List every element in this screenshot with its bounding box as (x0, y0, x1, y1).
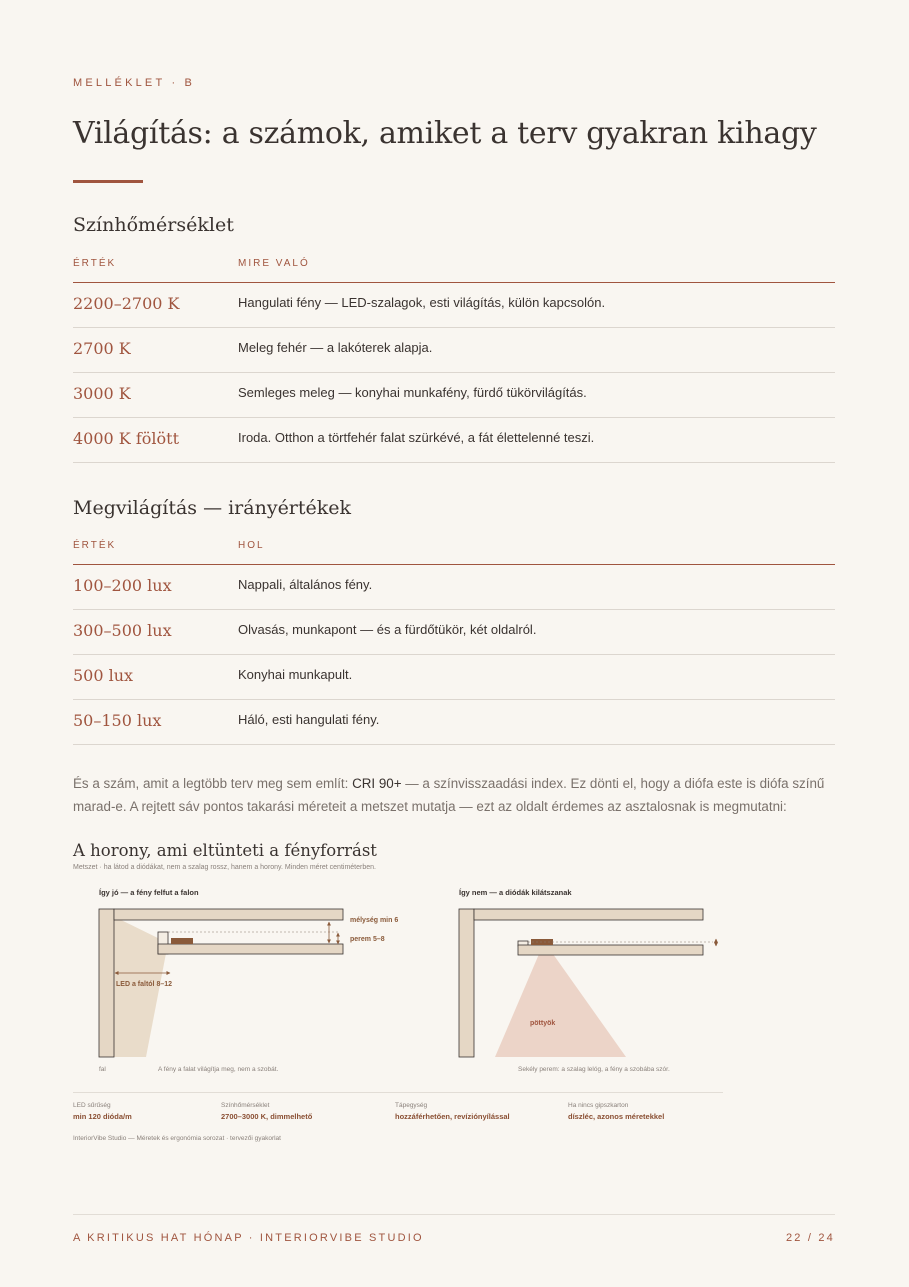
row-value: 500 lux (73, 666, 134, 685)
wall-label: fal (99, 1066, 106, 1073)
specs-divider (73, 1092, 723, 1093)
table-row (73, 418, 835, 463)
table-header (73, 256, 835, 283)
row-description: Háló, esti hangulati fény. (238, 712, 380, 727)
led-distance-label: LED a faltól 8–12 (116, 981, 173, 988)
row-description: Konyhai munkapult. (238, 667, 353, 682)
cove-section-diagram (73, 878, 753, 1078)
cove-shelf (518, 945, 703, 955)
depth-label: mélység min 6 (350, 917, 399, 924)
page-title: Világítás: a számok, amiket a terv gyakran kihagy (73, 116, 817, 151)
paragraph-lead: És a szám, amit a legtöbb terv meg sem említ: (73, 776, 353, 791)
room-glare-cone (495, 954, 626, 1057)
good-caption: A fény a falat világítja meg, nem a szobát. (158, 1066, 279, 1073)
spec-label: Színhőmérséklet (221, 1102, 270, 1109)
table-row (73, 283, 835, 328)
good-panel-heading: Így jó — a fény felfut a falon (99, 888, 199, 897)
cri-value: CRI 90+ (352, 776, 402, 791)
row-description: Iroda. Otthon a törtfehér falat szürkévé, a fát élettelenné teszi. (238, 430, 595, 445)
spec-item (73, 1102, 132, 1121)
cri-paragraph (73, 773, 843, 818)
illuminance-table (73, 538, 835, 745)
title-accent-rule (73, 180, 143, 183)
row-value: 4000 K fölött (73, 429, 180, 448)
paragraph-rest: — a színvisszaadási index. Ez dönti el, hogy a diófa este is diófa színű marad-e. A rejtett sáv pontos takarási méreteit a metszet mutatja — ezt az oldalt érdemes az asztalosnak is megmutatni: (73, 776, 825, 814)
ceiling-slab (114, 909, 343, 920)
wall-section (99, 909, 114, 1057)
column-header-where: HOL (238, 540, 265, 551)
table-header (73, 538, 835, 565)
row-value: 3000 K (73, 384, 131, 403)
row-description: Nappali, általános fény. (238, 577, 373, 592)
spec-item (568, 1102, 664, 1121)
row-description: Olvasás, munkapont — és a fürdőtükör, két oldalról. (238, 622, 537, 637)
spec-value: díszléc, azonos méretekkel (568, 1112, 665, 1121)
row-description: Semleges meleg — konyhai munkafény, fürdő tükörvilágítás. (238, 385, 587, 400)
column-header-value: ÉRTÉK (73, 540, 117, 551)
page-number: 22 / 24 (785, 1232, 835, 1244)
figure-title: A horony, ami eltünteti a fényforrást (73, 841, 377, 860)
figure-credit: InteriorVibe Studio — Méretek és ergonómia sorozat · tervezői gyakorlat (73, 1135, 281, 1142)
footer-divider (73, 1214, 835, 1215)
ceiling-slab (474, 909, 703, 920)
color-temp-heading: Színhőmérséklet (73, 214, 234, 236)
cove-shelf (158, 944, 343, 954)
spec-label: LED sűrűség (73, 1102, 111, 1109)
led-strip (171, 938, 193, 944)
spec-item (395, 1102, 510, 1121)
row-description: Meleg fehér — a lakóterek alapja. (238, 340, 433, 355)
table-row (73, 700, 835, 745)
row-value: 100–200 lux (73, 576, 172, 595)
column-header-purpose: MIRE VALÓ (238, 258, 310, 269)
row-value: 2700 K (73, 339, 131, 358)
spec-label: Tápegység (395, 1102, 428, 1109)
table-row (73, 328, 835, 373)
row-value: 50–150 lux (73, 711, 162, 730)
row-value: 2200–2700 K (73, 294, 180, 313)
table-row (73, 565, 835, 610)
figure-subtitle: Metszet · ha látod a diódákat, nem a szalag rossz, hanem a horony. Minden méret centiméterben. (73, 864, 376, 871)
spec-value: min 120 dióda/m (73, 1112, 132, 1121)
lip-label: perem 5–8 (350, 936, 385, 943)
spots-label: pöttyök (530, 1020, 556, 1027)
column-header-value: ÉRTÉK (73, 258, 117, 269)
row-description: Hangulati fény — LED-szalagok, esti világítás, külön kapcsolón. (238, 295, 606, 310)
table-row (73, 373, 835, 418)
row-value: 300–500 lux (73, 621, 172, 640)
bad-panel-heading: Így nem — a diódák kilátszanak (459, 888, 572, 897)
section-eyebrow: MELLÉKLET · B (73, 77, 196, 89)
illuminance-heading: Megvilágítás — irányértékek (73, 497, 352, 519)
spec-item (221, 1102, 312, 1121)
table-row (73, 655, 835, 700)
spec-label: Ha nincs gipszkarton (568, 1102, 629, 1109)
table-row (73, 610, 835, 655)
spec-value: hozzáférhetően, revíziónyílással (395, 1112, 510, 1121)
spec-value: 2700–3000 K, dimmelhető (221, 1112, 313, 1121)
color-temp-table (73, 256, 835, 463)
wall-section (459, 909, 474, 1057)
footer-running-title: A KRITIKUS HAT HÓNAP · INTERIORVIBE STUDIO (73, 1232, 424, 1244)
bad-caption: Sekély perem: a szalag lelóg, a fény a szobába szór. (518, 1066, 670, 1073)
